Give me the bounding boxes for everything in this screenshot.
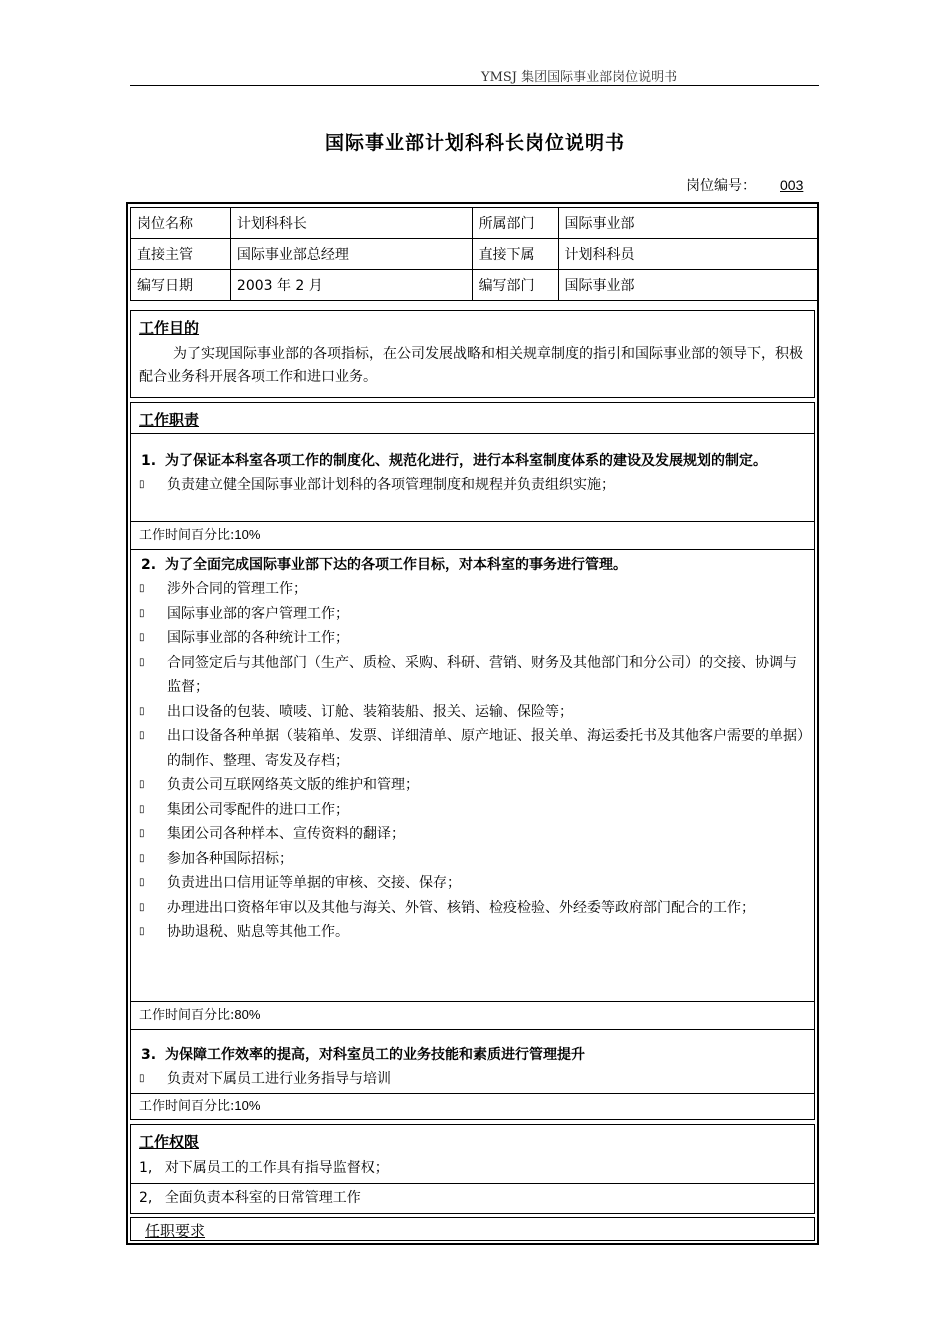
bullet-icon: ▯ <box>139 730 145 741</box>
duty-item-text: 负责对下属员工进行业务指导与培训 <box>167 1071 391 1087</box>
info-key: 编写部门 <box>472 270 558 301</box>
info-table <box>130 207 818 301</box>
duty-number: 3. <box>141 1047 157 1063</box>
time-percent <box>131 525 260 546</box>
duty-item-text: 负责进出口信用证等单据的审核、交接、保存； <box>167 875 461 891</box>
job-description-frame <box>126 202 819 1245</box>
info-value: 国际事业部 <box>558 270 818 301</box>
duty-item-text: 参加各种国际招标； <box>167 850 293 867</box>
purpose-text: 为了实现国际事业部的各项指标，在公司发展战略和相关规章制度的指引和国际事业部的领导下，积极配合业务科开展各项工作和进口业务。 <box>139 346 803 385</box>
authority-title: 工作权限 <box>139 1133 200 1151</box>
bullet-icon: ▯ <box>139 479 145 490</box>
bullet-icon: ▯ <box>139 779 145 790</box>
info-value: 计划科科长 <box>230 208 472 239</box>
duty-item-text: 出口设备的包装、喷唛、订舱、装箱装船、报关、运输、保险等； <box>167 703 573 720</box>
duty-item-text: 涉外合同的管理工作； <box>167 581 307 597</box>
document-title: 国际事业部计划科科长岗位说明书 <box>324 132 625 154</box>
info-key: 编写日期 <box>131 270 231 301</box>
list-item <box>131 920 808 945</box>
info-value: 计划科科员 <box>558 239 818 270</box>
info-key: 直接主管 <box>131 239 231 270</box>
requirements-title: 任职要求 <box>145 1222 206 1240</box>
duty-group-2 <box>131 553 808 945</box>
purpose-title: 工作目的 <box>139 319 200 337</box>
authority-text: 对下属员工的工作具有指导监督权； <box>164 1160 389 1176</box>
post-number-label: 岗位编号： <box>686 178 756 194</box>
divider <box>131 549 814 550</box>
divider <box>131 521 814 522</box>
duty-group-1 <box>131 449 808 498</box>
list-item <box>131 473 808 498</box>
page-header-text: YMSJ 集团国际事业部岗位说明书 <box>481 70 678 85</box>
authority-text: 全面负责本科室的日常管理工作 <box>164 1190 361 1206</box>
bullet-icon: ▯ <box>139 803 145 815</box>
duty-heading-text: 为保障工作效率的提高，对科室员工的业务技能和素质进行管理提升 <box>165 1047 585 1063</box>
time-percent-label: 工作时间百分比: <box>139 1008 235 1023</box>
divider <box>131 433 814 434</box>
divider <box>131 1029 814 1030</box>
page-header-rule <box>130 85 819 86</box>
list-item <box>131 871 808 896</box>
list-item <box>131 724 808 773</box>
list-item <box>131 626 808 651</box>
requirements-section <box>130 1217 815 1241</box>
duty-item-text: 集团公司零配件的进口工作； <box>167 801 349 818</box>
time-percent-label: 工作时间百分比: <box>139 528 235 543</box>
bullet-icon: ▯ <box>139 1073 145 1084</box>
time-percent <box>131 1005 260 1026</box>
time-percent <box>131 1096 260 1117</box>
duties-title: 工作职责 <box>139 411 200 429</box>
duties-section <box>130 402 815 1120</box>
bullet-icon: ▯ <box>139 926 145 937</box>
table-row <box>131 208 818 239</box>
bullet-icon: ▯ <box>139 705 145 717</box>
duty-item-text: 集团公司各种样本、宣传资料的翻译； <box>167 826 405 842</box>
info-value: 国际事业部总经理 <box>230 239 472 270</box>
list-item <box>139 1187 361 1210</box>
time-percent-value: 10% <box>234 527 261 542</box>
duty-group-3 <box>131 1043 808 1092</box>
time-percent-value: 80% <box>234 1007 261 1022</box>
duty-item-text: 协助退税、贴息等其他工作。 <box>167 924 349 940</box>
duty-item-text: 国际事业部的各种统计工作； <box>167 630 349 646</box>
duty-item-text: 负责公司互联网络英文版的维护和管理； <box>167 777 419 793</box>
duty-item-text: 负责建立健全国际事业部计划科的各项管理制度和规程并负责组织实施； <box>167 477 615 493</box>
list-item <box>131 602 808 627</box>
bullet-icon: ▯ <box>139 583 145 594</box>
post-number <box>686 175 803 195</box>
list-item <box>131 700 808 725</box>
authority-number: 2, <box>139 1190 153 1206</box>
bullet-icon: ▯ <box>139 852 145 864</box>
duty-item-text: 国际事业部的客户管理工作； <box>167 605 349 622</box>
bullet-icon: ▯ <box>139 901 145 913</box>
bullet-icon: ▯ <box>139 828 145 839</box>
list-item <box>131 896 808 921</box>
divider <box>131 1183 814 1184</box>
info-value: 国际事业部 <box>558 208 818 239</box>
info-key: 岗位名称 <box>131 208 231 239</box>
duty-item-text: 办理进出口资格年审以及其他与海关、外管、核销、检疫检验、外经委等政府部门配合的工作； <box>167 899 755 916</box>
info-value: 2003 年 2 月 <box>230 270 472 301</box>
duty-heading-text: 为了保证本科室各项工作的制度化、规范化进行，进行本科室制度体系的建设及发展规划的制定。 <box>165 453 767 469</box>
authority-section <box>130 1124 815 1214</box>
list-item <box>131 1067 808 1092</box>
list-item <box>139 1157 389 1180</box>
table-row <box>131 239 818 270</box>
authority-number: 1, <box>139 1160 153 1176</box>
bullet-icon: ▯ <box>139 632 145 643</box>
duty-heading <box>131 449 808 473</box>
list-item <box>131 822 808 847</box>
duty-heading <box>131 1043 808 1067</box>
list-item <box>131 773 808 798</box>
list-item <box>131 651 808 700</box>
list-item <box>131 798 808 823</box>
duty-heading-text: 为了全面完成国际事业部下达的各项工作目标，对本科室的事务进行管理。 <box>165 557 627 573</box>
bullet-icon: ▯ <box>139 656 145 668</box>
bullet-icon: ▯ <box>139 877 145 888</box>
duty-item-text: 合同签定后与其他部门（生产、质检、采购、科研、营销、财务及其他部门和分公司）的交接、协调与监督； <box>167 654 797 695</box>
duty-heading <box>131 553 808 577</box>
time-percent-label: 工作时间百分比: <box>139 1099 235 1114</box>
table-row <box>131 270 818 301</box>
info-key: 所属部门 <box>472 208 558 239</box>
time-percent-value: 10% <box>234 1098 261 1113</box>
list-item <box>131 847 808 872</box>
bullet-icon: ▯ <box>139 607 145 619</box>
list-item <box>131 577 808 602</box>
purpose-section <box>130 310 815 398</box>
duty-number: 1. <box>141 453 157 469</box>
duty-number: 2. <box>141 557 157 573</box>
duty-item-text: 出口设备各种单据（装箱单、发票、详细清单、原产地证、报关单、海运委托书及其他客户需要的单据）的制作、整理、寄发及存档； <box>167 728 804 769</box>
post-number-value: 003 <box>780 177 804 193</box>
divider <box>131 1093 814 1094</box>
info-key: 直接下属 <box>472 239 558 270</box>
divider <box>131 1001 814 1002</box>
